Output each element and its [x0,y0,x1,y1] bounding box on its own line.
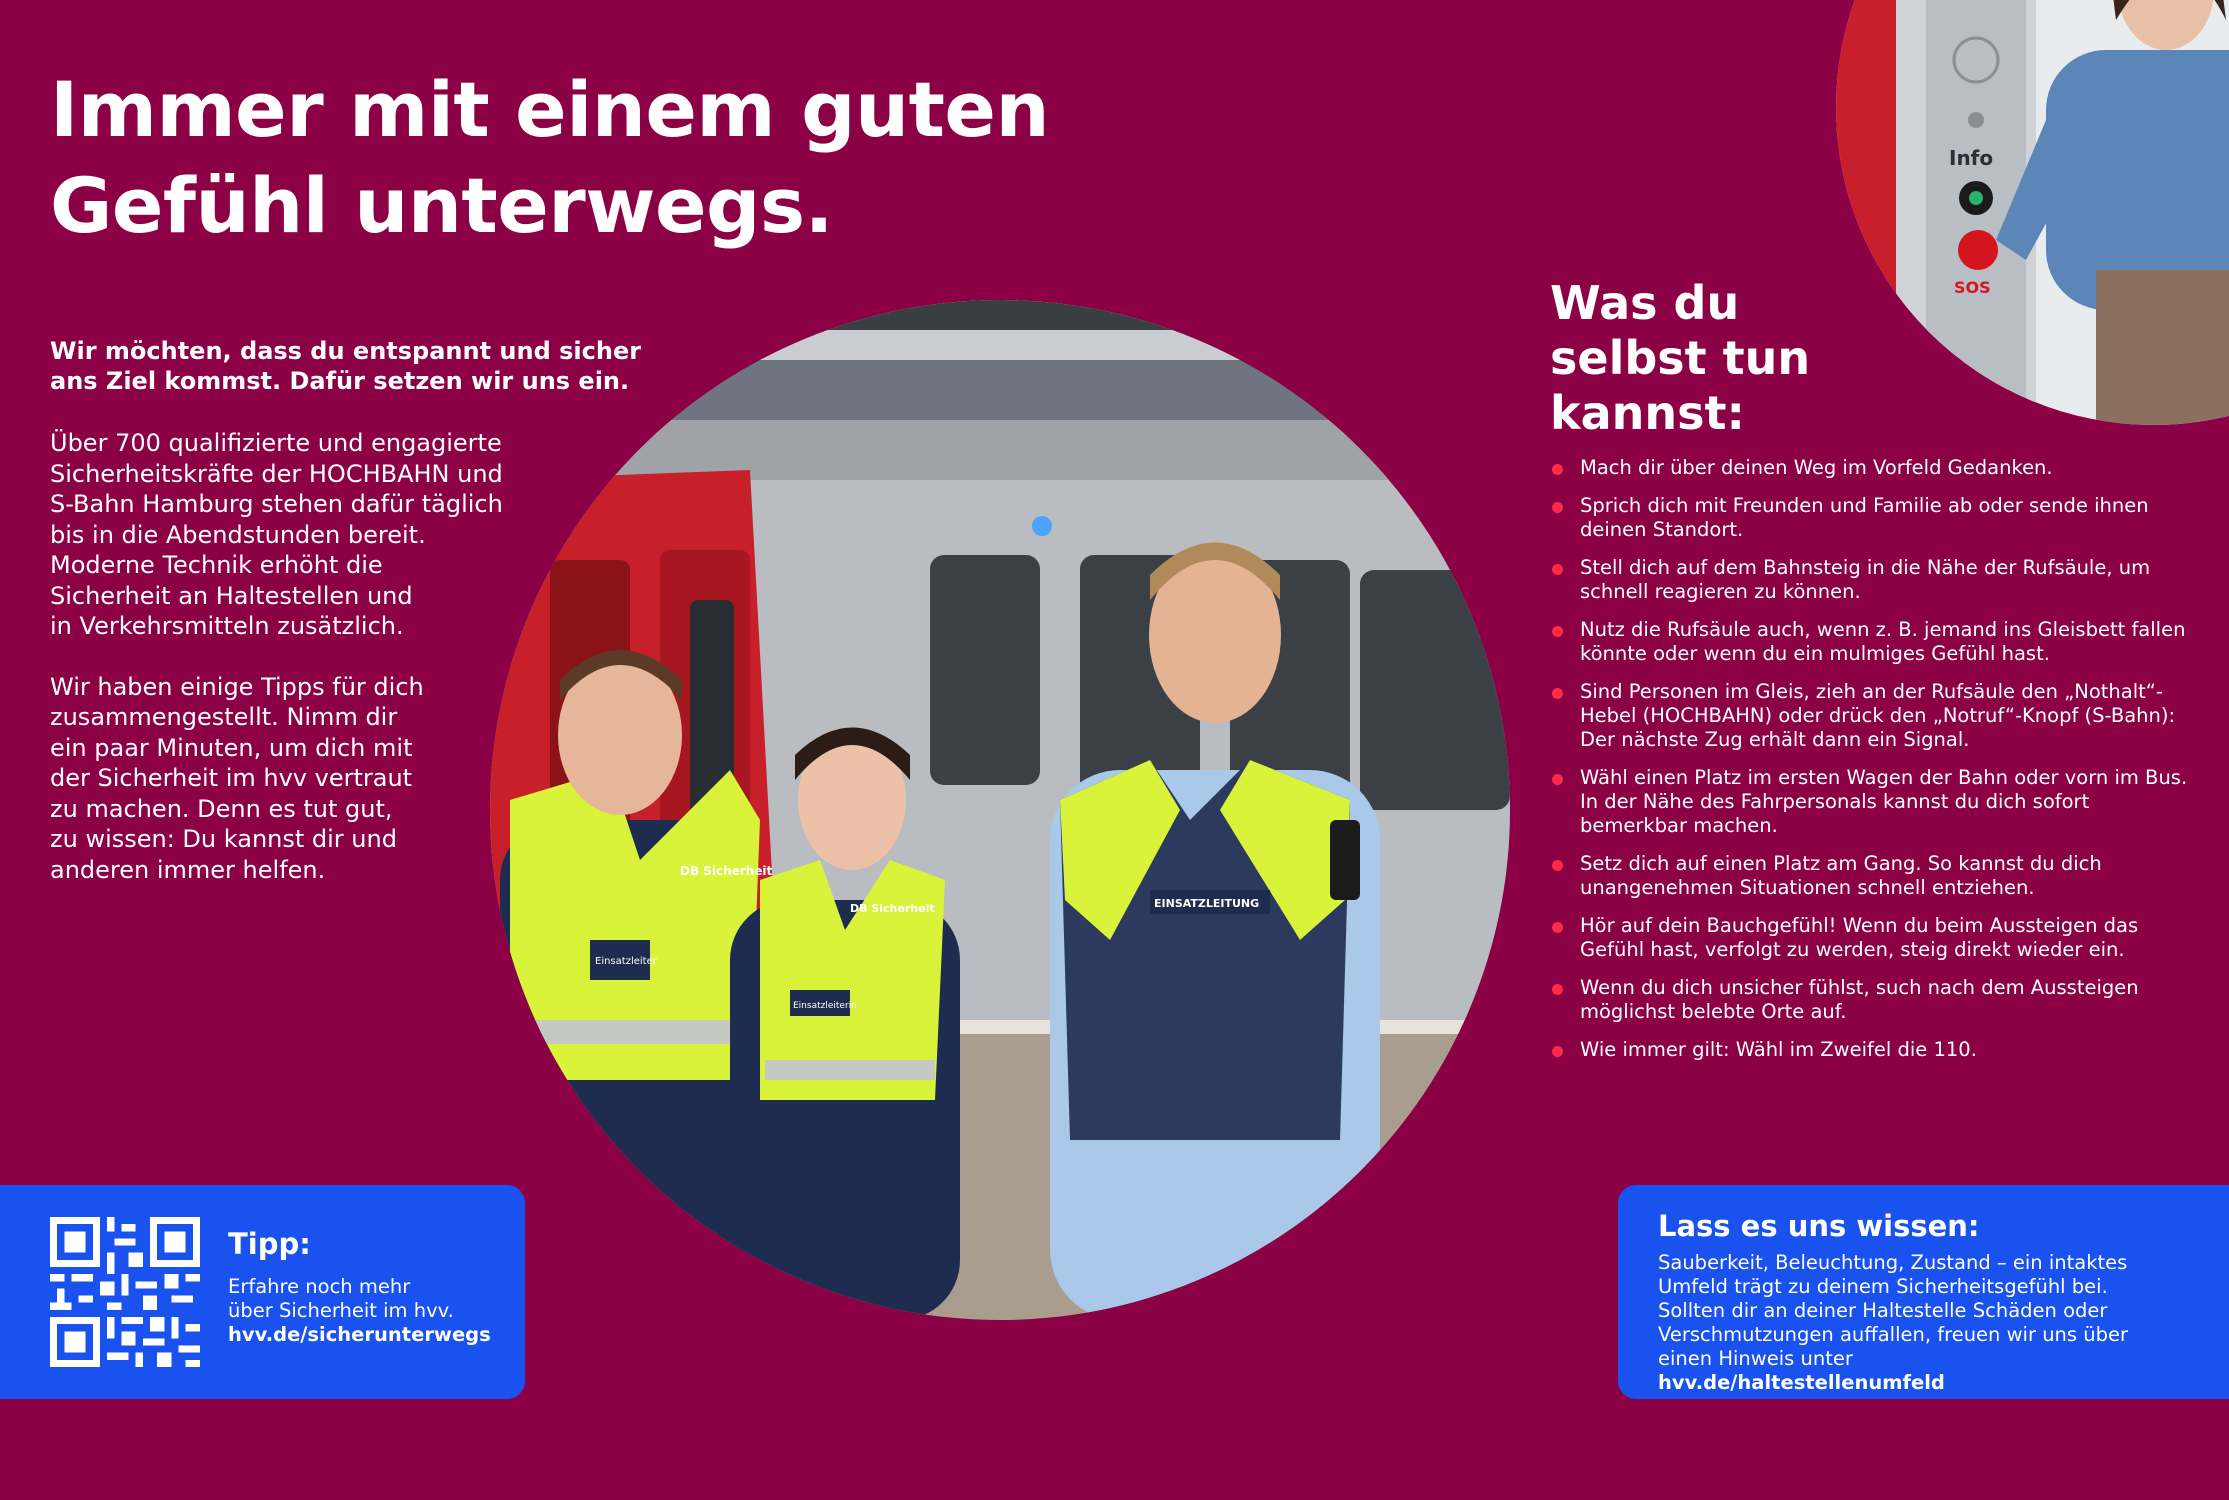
security-staff-illustration [490,300,1510,1320]
paragraph2-line: Wir haben einige Tipps für dich [50,672,424,701]
feedback-line-2: Umfeld trägt zu deinem Sicherheitsgefühl bei. [1658,1275,2108,1298]
intro-line-2: ans Ziel kommst. Dafür setzen wir uns ein. [50,367,630,395]
qr-code-icon[interactable] [50,1217,200,1367]
tip-item: Setz dich auf einen Platz am Gang. So kannst du dich unangenehmen Situationen schnell entziehen. [1550,852,2190,900]
paragraph2-line: der Sicherheit im hvv vertraut [50,764,413,792]
paragraph1-line: Moderne Technik erhöht die [50,551,383,579]
tip-item: Wähl einen Platz im ersten Wagen der Bahn oder vorn im Bus. In der Nähe des Fahrpersonals kannst du dich sofort bemerkbar machen. [1550,766,2190,838]
train-window [1360,570,1510,810]
tipp-text [228,1275,518,1347]
paragraph2-line: zu wissen: Du kannst dir und [50,825,397,853]
feedback-link[interactable]: hvv.de/haltestellenumfeld [1658,1371,1945,1394]
feedback-line-1: Sauberkeit, Beleuchtung, Zustand – ein intaktes [1658,1251,2128,1274]
tipp-title: Tipp: [228,1227,311,1261]
paragraph2-line: ein paar Minuten, um dich mit [50,733,413,762]
info-button-light [1969,191,1983,205]
sos-button [1958,230,1998,270]
vest-middle-label: DB Sicherheit [850,902,935,915]
tipp-box [0,1185,525,1399]
paragraph1-line: S-Bahn Hamburg stehen dafür täglich [50,490,503,518]
feedback-line-3: Sollten dir an deiner Haltestelle Schäden oder [1658,1299,2108,1322]
tip-item: Sind Personen im Gleis, zieh an der Rufsäule den „Nothalt“-Hebel (HOCHBAHN) oder drück den „Notruf“-Knopf (S-Bahn): Der nächste Zug erhält dann ein Signal. [1550,680,2190,752]
paragraph1-line: bis in die Abendstunden bereit. [50,520,426,549]
tips-heading-line-3: kannst: [1550,386,1745,440]
tips-heading [1550,276,1930,441]
badge-left: Einsatzleiter [595,956,657,967]
tip-item: Wie immer gilt: Wähl im Zweifel die 110. [1550,1038,2190,1062]
feedback-title: Lass es uns wissen: [1658,1209,1980,1243]
paragraph1-line: Sicherheit an Haltestellen und [50,581,413,610]
train-window [930,555,1040,785]
security-staff-photo [490,300,1510,1320]
paragraph2-line: zu machen. Denn es tut gut, [50,794,393,823]
intro-text [50,336,650,396]
page-headline [50,62,1310,254]
tipp-line-2: über Sicherheit im hvv. [228,1299,454,1322]
train-roof [490,420,1510,480]
vest-right-label: EINSATZLEITUNG [1154,897,1260,910]
feedback-line-4: Verschmutzungen auffallen, freuen wir uns über [1658,1323,2129,1346]
tips-heading-line-2: selbst tun [1550,331,1811,385]
tip-item: Hör auf dein Bauchgefühl! Wenn du beim Aussteigen das Gefühl hast, verfolgt zu werden, steig direkt wieder ein. [1550,914,2190,962]
badge-middle: Einsatzleiterin [793,1001,857,1011]
tip-item: Wenn du dich unsicher fühlst, such nach dem Aussteigen möglichst belebte Orte auf. [1550,976,2190,1024]
tip-item: Nutz die Rufsäule auch, wenn z. B. jemand ins Gleisbett fallen könnte oder wenn du ein mulmiges Gefühl hast. [1550,618,2190,666]
headline-line-1: Immer mit einem guten [50,65,1050,154]
feedback-line-5 [1658,1347,2198,1395]
feedback-box [1618,1185,2229,1399]
feedback-line-5-prefix: einen Hinweis unter [1658,1347,1853,1370]
microphone [1968,112,1984,128]
tipp-line-1: Erfahre noch mehr [228,1275,411,1298]
paragraph1-line: Sicherheitskräfte der HOCHBAHN und [50,459,503,488]
feedback-text [1658,1251,2198,1395]
vest-left-label: DB Sicherheit [680,864,773,878]
tips-list [1550,456,2190,1076]
ceiling-display [720,300,1220,330]
paragraph2-line: anderen immer helfen. [50,855,326,884]
tip-item: Mach dir über deinen Weg im Vorfeld Gedanken. [1550,456,2190,480]
tip-item: Sprich dich mit Freunden und Familie ab oder sende ihnen deinen Standort. [1550,494,2190,542]
train-door-light [1032,516,1052,536]
tipp-link[interactable]: hvv.de/sicherunterwegs [228,1323,491,1346]
headline-line-2: Gefühl unterwegs. [50,161,834,250]
paragraph1-line: Über 700 qualifizierte und engagierte [50,429,502,457]
intro-line-1: Wir möchten, dass du entspannt und sicher [50,337,642,365]
paragraph2-line: zusammengestellt. Nimm dir [50,703,398,731]
info-label: Info [1949,146,1994,170]
tip-item: Stell dich auf dem Bahnsteig in die Nähe der Rufsäule, um schnell reagieren zu können. [1550,556,2190,604]
sos-label: SOS [1954,278,1991,297]
paragraph1-line: in Verkehrsmitteln zusätzlich. [50,612,404,640]
tips-heading-line-1: Was du [1550,276,1740,330]
